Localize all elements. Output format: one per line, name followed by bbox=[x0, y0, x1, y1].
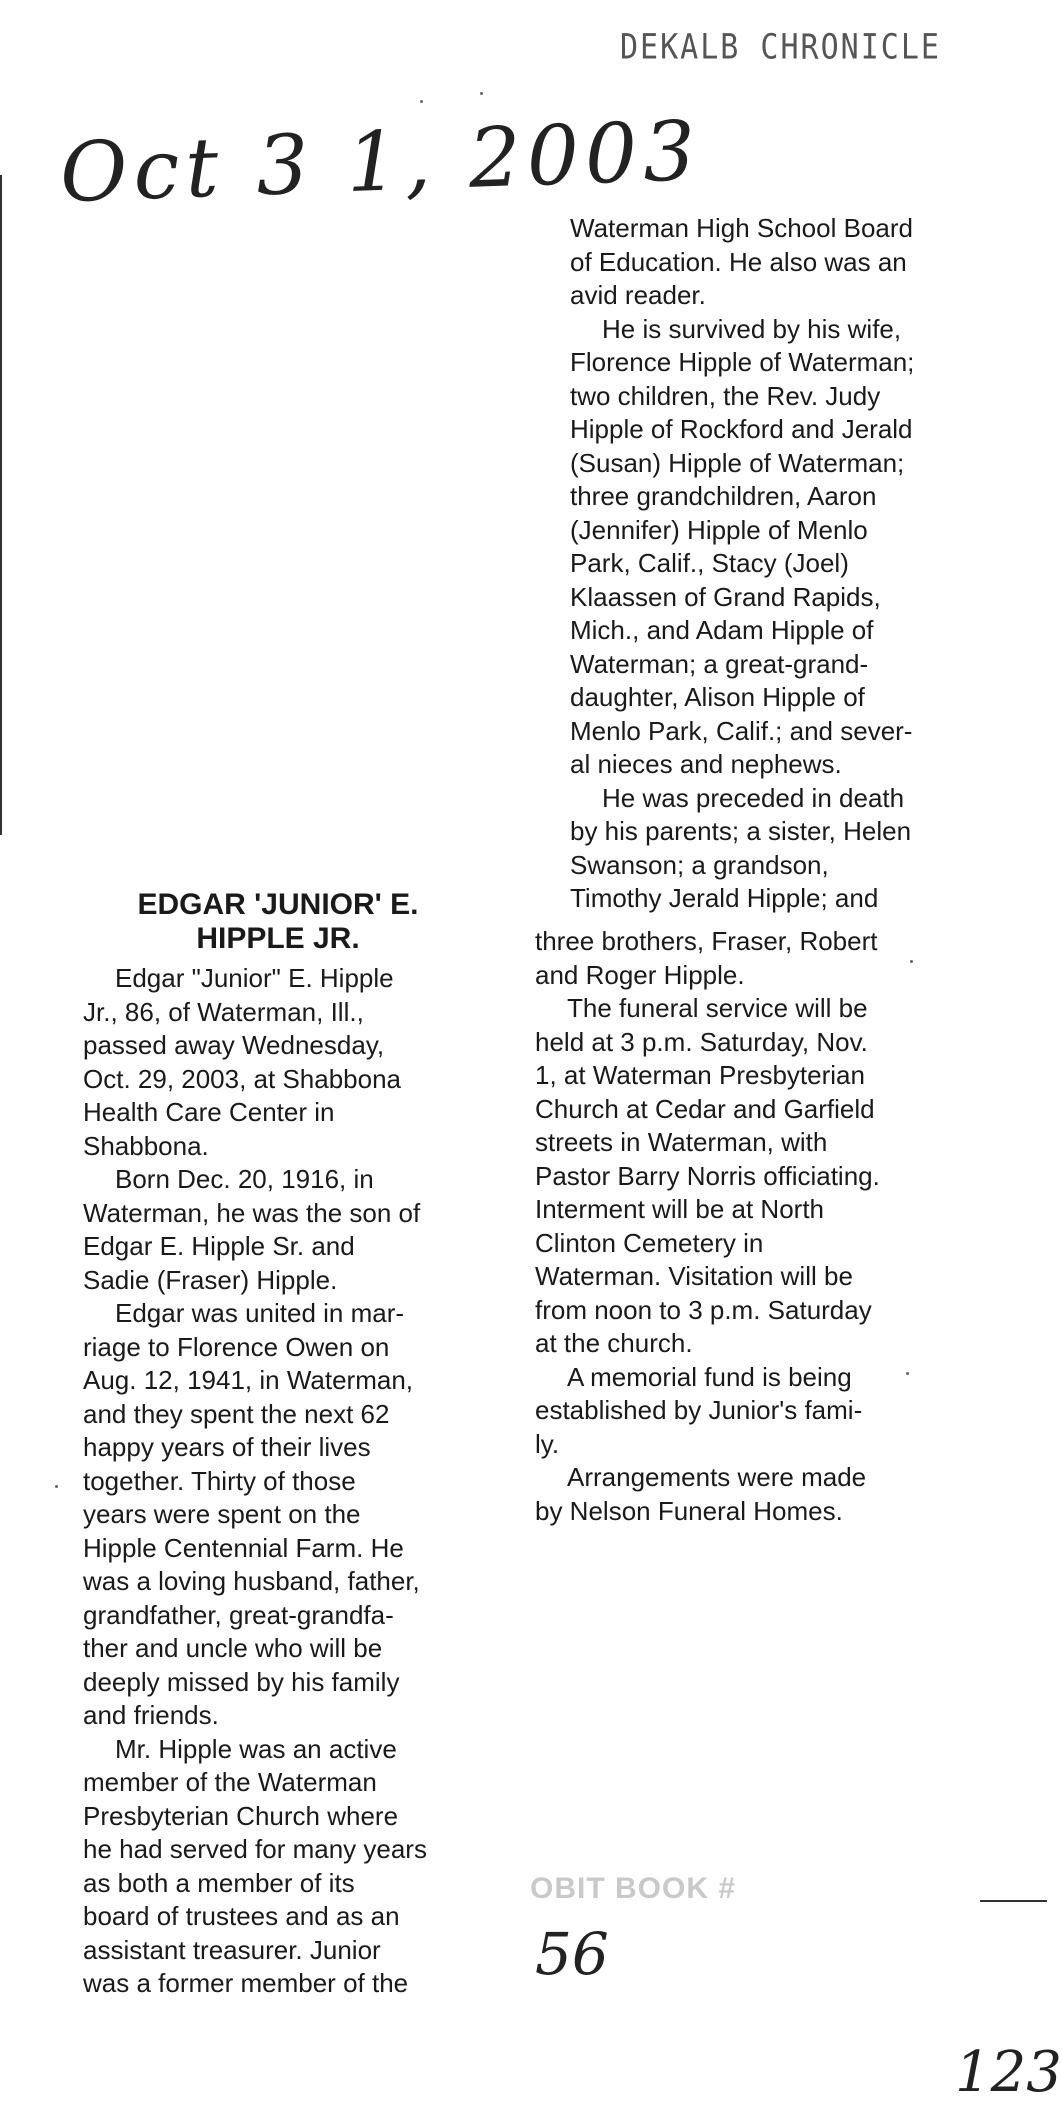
obit-book-stamp: OBIT BOOK # bbox=[530, 1872, 737, 1905]
left-edge-rule bbox=[0, 175, 2, 835]
scan-speck bbox=[906, 1372, 909, 1375]
margin-mark bbox=[980, 1900, 1047, 1902]
paragraph: Arrangements were made by Nelson Funeral Homes. bbox=[535, 1462, 867, 1526]
scan-speck bbox=[480, 92, 483, 95]
handwritten-book-number: 56 bbox=[535, 1920, 609, 1988]
scan-speck bbox=[910, 960, 913, 963]
paragraph: He is survived by his wife, Florence Hipple of Waterman; two children, the Rev. Judy Hipple of Rockford and Jerald (Susan) Hipple of Waterman; three grandchildren, Aaron (Jennifer) Hipple of Menlo Park, Calif., Stacy (Joel) Klaassen of Grand Rapids, Mich., and Adam Hipple of Waterman; a great-grand- daughter, Alison Hipple of Menlo Park, Calif.; and sever- al nieces and nephews. bbox=[570, 313, 915, 779]
paragraph: He was preceded in death by his parents; a sister, Helen Swanson; a grandson, Timothy Jerald Hipple; and bbox=[570, 782, 912, 913]
paragraph: The funeral service will be held at 3 p.m. Saturday, Nov. 1, at Waterman Presbyterian Church at Cedar and Garfield streets in Waterman, with Pastor Barry Norris officiating. Interment will be at North Clinton Cemetery in Waterman. Visitation will be from noon to 3 p.m. Saturday at the church. bbox=[535, 993, 880, 1358]
paragraph: Edgar "Junior" E. Hipple Jr., 86, of Waterman, Ill., passed away Wednesday, Oct. 29, 2003, at Shabbona Health Care Center in Shabbona. bbox=[83, 963, 402, 1161]
masthead: DEKALB CHRONICLE bbox=[620, 27, 941, 68]
right-column-bottom bbox=[535, 925, 915, 1528]
obituary-headline: EDGAR 'JUNIOR' E. HIPPLE JR. bbox=[137, 888, 419, 955]
scan-speck bbox=[55, 1485, 58, 1488]
scan-speck bbox=[420, 100, 423, 103]
paragraph: three brothers, Fraser, Robert and Roger Hipple. bbox=[535, 926, 878, 990]
paragraph: Waterman High School Board of Education. He also was an avid reader. bbox=[570, 213, 913, 310]
paragraph: Edgar was united in mar- riage to Florence Owen on Aug. 12, 1941, in Waterman, and they spent the next 62 happy years of their lives together. Thirty of those years were spent on the Hipple Centennial Farm. He was a loving husband, father, grandfather, great-grandfa- ther and uncle who will be deeply missed by his family and friends. bbox=[83, 1298, 420, 1730]
paragraph: Mr. Hipple was an active member of the Waterman Presbyterian Church where he had served for many years as both a member of its board of trustees and as an assistant treasurer. Junior was a former member of the bbox=[83, 1733, 427, 1998]
handwritten-page-number: 123 bbox=[955, 2040, 1062, 2105]
paragraph: A memorial fund is being established by Junior's fami- ly. bbox=[535, 1361, 863, 1459]
paragraph: Born Dec. 20, 1916, in Waterman, he was the son of Edgar E. Hipple Sr. and Sadie (Fraser) Hipple. bbox=[83, 1164, 421, 1295]
right-column-top bbox=[570, 212, 960, 916]
handwritten-date: Oct 3 1, 2003 bbox=[58, 103, 703, 222]
left-column bbox=[83, 962, 463, 2001]
